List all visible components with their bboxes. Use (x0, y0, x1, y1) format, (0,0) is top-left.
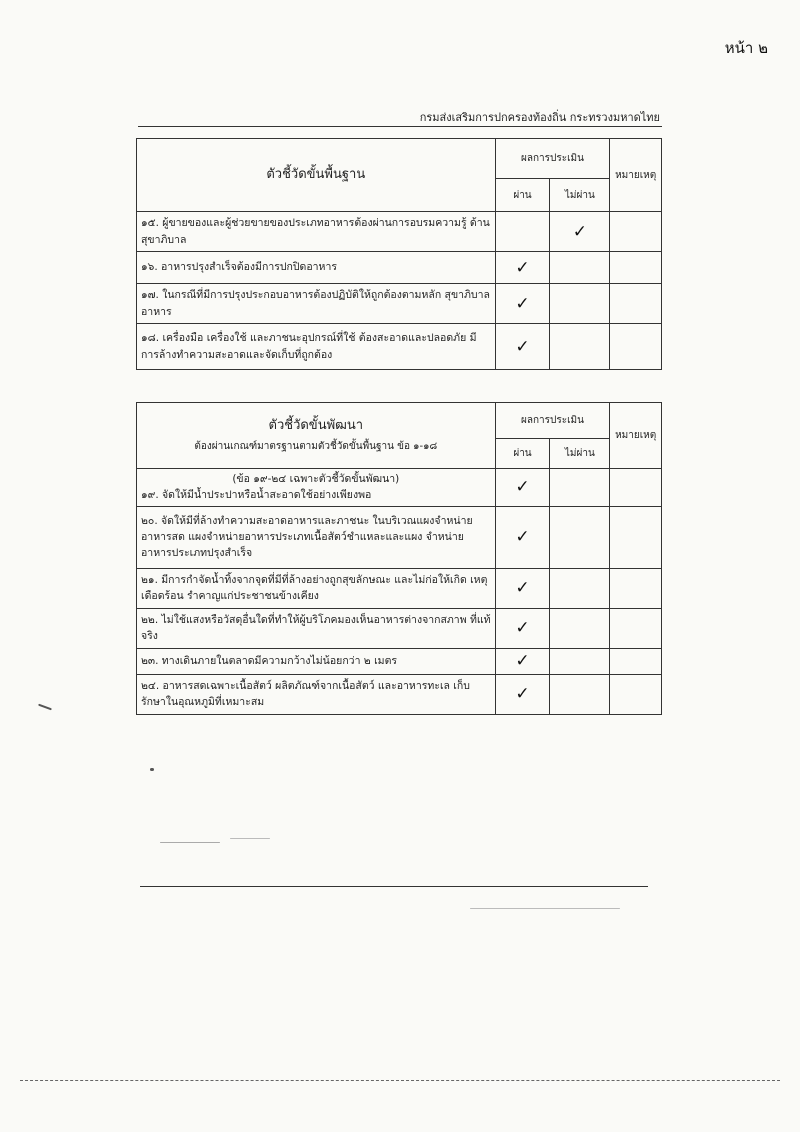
page-number: หน้า ๒ (724, 39, 768, 57)
row-21-pass: ✓ (495, 568, 550, 608)
table2-result-header: ผลการประเมิน (495, 403, 610, 439)
basic-indicators-table (136, 138, 662, 370)
scan-mark (38, 704, 52, 711)
bottom-dashed-edge (20, 1080, 780, 1081)
faded-signature-mark (160, 842, 220, 843)
row-18-text: ๑๘. เครื่องมือ เครื่องใช้ และภาชนะอุปกรณ์ที่ใช้ ต้องสะอาดและปลอดภัย มีการล้างทำความสะอาดและจัดเก็บที่ถูกต้อง (137, 324, 496, 370)
row-17-text: ๑๗. ในกรณีที่มีการปรุงประกอบอาหารต้องปฏิบัติให้ถูกต้องตามหลัก สุขาภิบาลอาหาร (137, 284, 496, 324)
table-row (137, 252, 662, 284)
table-row (137, 506, 662, 568)
row-17-pass: ✓ (495, 284, 550, 324)
row-21-text: ๒๑. มีการกำจัดน้ำทิ้งจากจุดที่มีที่ล้างอย่างถูกสุขลักษณะ และไม่ก่อให้เกิด เหตุเดือดร้อน รำคาญแก่ประชาชนข้างเคียง (137, 568, 496, 608)
table2-note-header: หมายเหตุ (610, 403, 662, 469)
row-20-fail (550, 506, 610, 568)
row-16-pass: ✓ (495, 252, 550, 284)
row-18-note (610, 324, 662, 370)
table2-subtitle: ต้องผ่านเกณฑ์มาตรฐานตามตัวชี้วัดขั้นพื้นฐาน ข้อ ๑-๑๘ (194, 441, 438, 453)
row-15-fail: ✓ (550, 212, 610, 252)
table-row (137, 608, 662, 648)
table-row (137, 674, 662, 714)
row-15-pass (495, 212, 550, 252)
row-19-note (610, 469, 662, 507)
row-23-text: ๒๓. ทางเดินภายในตลาดมีความกว้างไม่น้อยกว่า ๒ เมตร (137, 648, 496, 674)
table1-fail-header: ไม่ผ่าน (550, 179, 610, 212)
signature-rule (140, 886, 648, 887)
table2-pass-header: ผ่าน (495, 439, 550, 469)
row-18-pass: ✓ (495, 324, 550, 370)
row-22-fail (550, 608, 610, 648)
row-18-fail (550, 324, 610, 370)
row-16-fail (550, 252, 610, 284)
row-24-note (610, 674, 662, 714)
row-23-fail (550, 648, 610, 674)
row-24-text: ๒๔. อาหารสดเฉพาะเนื้อสัตว์ ผลิตภัณฑ์จากเนื้อสัตว์ และอาหารทะเล เก็บรักษาในอุณหภูมิที่เหมาะสม (137, 674, 496, 714)
department-header: กรมส่งเสริมการปกครองท้องถิ่น กระทรวงมหาดไทย (414, 108, 660, 126)
row-19-pass: ✓ (495, 469, 550, 507)
row-20-text: ๒๐. จัดให้มีที่ล้างทำความสะอาดอาหารและภาชนะ ในบริเวณแผงจำหน่าย อาหารสด แผงจำหน่ายอาหารประเภทเนื้อสัตว์ชำแหละและแผง จำหน่ายอาหารประเภทปรุงสำเร็จ (137, 506, 496, 568)
scan-mark (150, 768, 154, 771)
table-row (137, 469, 662, 507)
header-rule (138, 126, 662, 127)
faded-signature-mark (230, 838, 270, 839)
row-19-label: ๑๙. จัดให้มีน้ำประปาหรือน้ำสะอาดใช้อย่างเพียงพอ (141, 489, 372, 502)
row-17-fail (550, 284, 610, 324)
table2-title-cell (137, 403, 496, 469)
table-row (137, 568, 662, 608)
table-row (137, 324, 662, 370)
row-23-pass: ✓ (495, 648, 550, 674)
table1-result-header: ผลการประเมิน (495, 139, 610, 179)
faded-signature-mark (470, 908, 620, 909)
row-22-note (610, 608, 662, 648)
table1-pass-header: ผ่าน (495, 179, 550, 212)
table-row (137, 648, 662, 674)
row-20-note (610, 506, 662, 568)
row-15-note (610, 212, 662, 252)
row-22-text: ๒๒. ไม่ใช้แสงหรือวัสดุอื่นใดที่ทำให้ผู้บริโภคมองเห็นอาหารต่างจากสภาพ ที่แท้จริง (137, 608, 496, 648)
row-19-text (137, 469, 496, 507)
row-21-fail (550, 568, 610, 608)
table2-fail-header: ไม่ผ่าน (550, 439, 610, 469)
table-row (137, 284, 662, 324)
row-19-fail (550, 469, 610, 507)
row-23-note (610, 648, 662, 674)
row-17-note (610, 284, 662, 324)
table1-title: ตัวชี้วัดขั้นพื้นฐาน (137, 139, 496, 212)
row-15-text: ๑๕. ผู้ขายของและผู้ช่วยขายของประเภทอาหารต้องผ่านการอบรมความรู้ ด้านสุขาภิบาล (137, 212, 496, 252)
row-24-pass: ✓ (495, 674, 550, 714)
table-row (137, 212, 662, 252)
row-16-note (610, 252, 662, 284)
table2-title: ตัวชี้วัดขั้นพัฒนา (268, 417, 364, 433)
row-21-note (610, 568, 662, 608)
row-22-pass: ✓ (495, 608, 550, 648)
row-24-fail (550, 674, 610, 714)
table1-note-header: หมายเหตุ (610, 139, 662, 212)
development-indicators-table (136, 402, 662, 715)
row-16-text: ๑๖. อาหารปรุงสำเร็จต้องมีการปกปิดอาหาร (137, 252, 496, 284)
table2-subtitle2: (ข้อ ๑๙-๒๔ เฉพาะตัวชี้วัดขั้นพัฒนา) (232, 473, 400, 485)
row-20-pass: ✓ (495, 506, 550, 568)
